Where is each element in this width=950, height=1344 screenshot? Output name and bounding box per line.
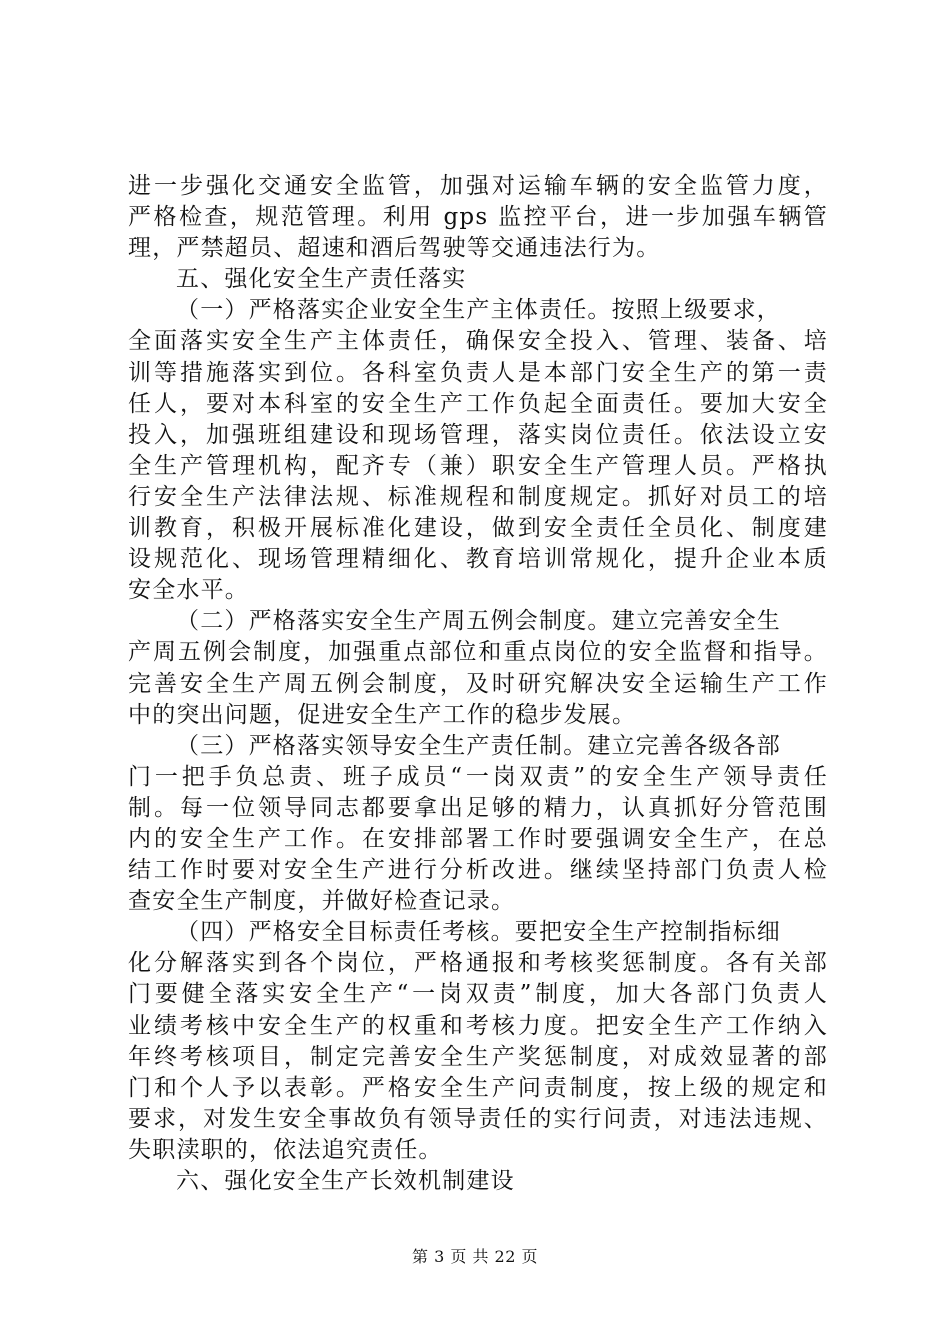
text-line: 化分解落实到各个岗位，严格通报和考核奖惩制度。各有关部 xyxy=(128,950,828,977)
text-line: （三）严格落实领导安全生产责任制。建立完善各级各部 xyxy=(176,732,781,759)
text-line: 设规范化、现场管理精细化、教育培训常规化，提升企业本质 xyxy=(128,546,828,573)
text-line: 门一把手负总责、班子成员“一岗双责”的安全生产领导责任 xyxy=(128,763,828,790)
text-line: 制。每一位领导同志都要拿出足够的精力，认真抓好分管范围 xyxy=(128,794,828,821)
text-line: （二）严格落实安全生产周五例会制度。建立完善安全生 xyxy=(176,608,781,635)
text-line: 理，严禁超员、超速和酒后驾驶等交通违法行为。 xyxy=(128,235,661,262)
text-line: 年终考核项目，制定完善安全生产奖惩制度，对成效显著的部 xyxy=(128,1043,828,1070)
text-line: 中的突出问题，促进安全生产工作的稳步发展。 xyxy=(128,701,637,728)
text-line: 全面落实安全生产主体责任，确保安全投入、管理、装备、培 xyxy=(128,328,828,355)
text-line: 业绩考核中安全生产的权重和考核力度。把安全生产工作纳入 xyxy=(128,1012,828,1039)
text-line: 训教育，积极开展标准化建设，做到安全责任全员化、制度建 xyxy=(128,515,828,542)
text-line: 内的安全生产工作。在安排部署工作时要强调安全生产，在总 xyxy=(128,825,828,852)
section-heading: 六、强化安全生产长效机制建设 xyxy=(176,1168,515,1194)
text-line: 产周五例会制度，加强重点部位和重点岗位的安全监督和指导。 xyxy=(128,639,828,666)
page-footer: 第 3 页 共 22 页 xyxy=(412,1247,538,1266)
text-line: 训等措施落实到位。各科室负责人是本部门安全生产的第一责 xyxy=(128,359,828,386)
section-heading: 五、强化安全生产责任落实 xyxy=(176,266,467,293)
text-line: （一）严格落实企业安全生产主体责任。按照上级要求， xyxy=(176,297,781,324)
text-line: 完善安全生产周五例会制度，及时研究解决安全运输生产工作 xyxy=(128,670,828,697)
text-line: 严格检查，规范管理。利用 gps 监控平台，进一步加强车辆管 xyxy=(128,204,828,231)
document-body xyxy=(128,171,828,1197)
text-line: 查安全生产制度，并做好检查记录。 xyxy=(128,888,516,915)
text-line: 任人，要对本科室的安全生产工作负起全面责任。要加大安全 xyxy=(128,390,828,417)
text-line: 进一步强化交通安全监管，加强对运输车辆的安全监管力度， xyxy=(128,173,828,199)
text-line: 要求，对发生安全事故负有领导责任的实行问责，对违法违规、 xyxy=(128,1105,828,1132)
text-line: 门和个人予以表彰。严格安全生产问责制度，按上级的规定和 xyxy=(128,1074,828,1101)
text-line: 行安全生产法律法规、标准规程和制度规定。抓好对员工的培 xyxy=(128,483,828,510)
text-line: （四）严格安全目标责任考核。要把安全生产控制指标细 xyxy=(176,919,781,946)
text-line: 安全水平。 xyxy=(128,577,249,604)
text-line: 结工作时要对安全生产进行分析改进。继续坚持部门负责人检 xyxy=(128,857,828,884)
text-line: 全生产管理机构，配齐专（兼）职安全生产管理人员。严格执 xyxy=(128,452,828,479)
text-line: 失职渎职的，依法追究责任。 xyxy=(128,1136,443,1163)
text-line: 门要健全落实安全生产“一岗双责”制度，加大各部门负责人 xyxy=(128,981,828,1008)
text-line: 投入，加强班组建设和现场管理，落实岗位责任。依法设立安 xyxy=(128,421,828,448)
